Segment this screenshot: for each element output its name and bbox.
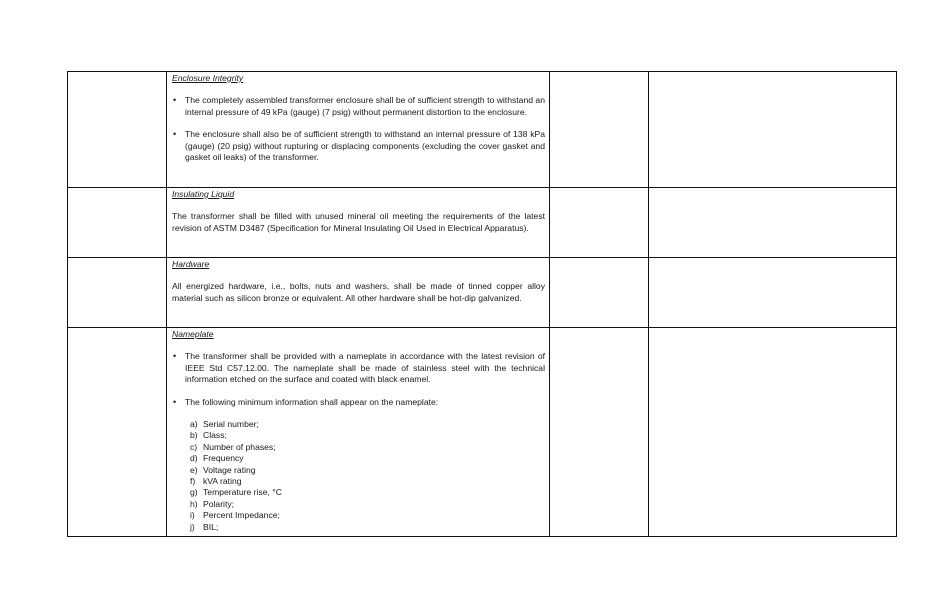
nameplate-item xyxy=(172,465,545,476)
specification-table xyxy=(67,71,897,537)
item-marker: i) xyxy=(190,510,195,521)
item-text: Percent Impedance; xyxy=(203,510,280,521)
item-marker: e) xyxy=(190,464,198,475)
nameplate-item xyxy=(172,499,545,510)
bullet-icon: • xyxy=(173,129,177,140)
bullet-list xyxy=(172,351,545,408)
nameplate-item xyxy=(172,430,545,441)
nameplate-item xyxy=(172,419,545,430)
bullet-icon: • xyxy=(173,396,177,407)
compliance-cell xyxy=(550,72,649,188)
description-cell xyxy=(167,188,550,258)
nameplate-item xyxy=(172,522,545,533)
bullet-icon: • xyxy=(173,351,177,362)
section-heading: Insulating Liquid xyxy=(172,189,235,199)
item-marker: c) xyxy=(190,441,198,452)
section-text: All energized hardware, i.e., bolts, nuts and washers, shall be made of tinned copper alloy material such as silicon bronze or equivalent. All other hardware shall be hot-dip galvanized. xyxy=(172,281,545,303)
nameplate-item xyxy=(172,453,545,464)
item-marker: j) xyxy=(190,521,195,532)
remarks-cell xyxy=(649,72,897,188)
compliance-cell xyxy=(550,188,649,258)
item-text: Class; xyxy=(203,430,227,441)
table-row xyxy=(68,328,897,537)
item-marker: g) xyxy=(190,487,198,498)
item-text: Number of phases; xyxy=(203,441,276,452)
item-text: Frequency xyxy=(203,453,244,464)
item-text: Serial number; xyxy=(203,419,259,430)
compliance-cell xyxy=(550,328,649,537)
compliance-cell xyxy=(550,258,649,328)
item-text: Voltage rating xyxy=(203,464,256,475)
item-marker: a) xyxy=(190,419,198,430)
nameplate-item xyxy=(172,476,545,487)
item-cell xyxy=(68,328,167,537)
section-heading: Hardware xyxy=(172,259,210,269)
description-cell xyxy=(167,328,550,537)
table-row xyxy=(68,72,897,188)
item-text: Polarity; xyxy=(203,498,235,509)
list-item: • The following minimum information shall appear on the nameplate: xyxy=(173,396,439,407)
list-item: • The transformer shall be provided with a nameplate in accordance with the latest revision of IEEE Std C57.12.00. The nameplate shall be made of stainless steel with the technical information etched on the surface and coated with black enamel. xyxy=(173,351,545,385)
item-text: BIL; xyxy=(203,521,219,532)
item-marker: h) xyxy=(190,498,198,509)
section-heading: Nameplate xyxy=(172,329,214,339)
remarks-cell xyxy=(649,188,897,258)
item-cell xyxy=(68,72,167,188)
item-cell xyxy=(68,188,167,258)
item-marker: d) xyxy=(190,453,198,464)
list-item: • The completely assembled transformer enclosure shall be of sufficient strength to withstand an internal pressure of 49 kPa (gauge) (7 psig) without permanent distortion to the enclosure. xyxy=(173,95,545,117)
item-marker: b) xyxy=(190,430,198,441)
remarks-cell xyxy=(649,328,897,537)
remarks-cell xyxy=(649,258,897,328)
item-text: Temperature rise, °C xyxy=(203,487,282,498)
description-cell xyxy=(167,258,550,328)
bullet-list xyxy=(172,95,545,163)
section-text: The transformer shall be filled with unused mineral oil meeting the requirements of the latest revision of ASTM D3487 (Specification for Mineral Insulating Oil Used in Electrical Apparatus). xyxy=(172,211,545,233)
item-cell xyxy=(68,258,167,328)
list-item: • The enclosure shall also be of sufficient strength to withstand an internal pressure of 138 kPa (gauge) (20 psig) without rupturing or displacing components (excluding the cover gasket and gasket oil leaks) of the transformer. xyxy=(173,129,545,163)
nameplate-item xyxy=(172,487,545,498)
description-cell xyxy=(167,72,550,188)
bullet-icon: • xyxy=(173,95,177,106)
section-heading: Enclosure Integrity xyxy=(172,73,244,83)
item-text: kVA rating xyxy=(203,476,242,487)
table-row xyxy=(68,188,897,258)
nameplate-item xyxy=(172,442,545,453)
nameplate-items-list xyxy=(172,419,545,533)
item-marker: f) xyxy=(190,476,196,487)
nameplate-item xyxy=(172,510,545,521)
table-row xyxy=(68,258,897,328)
